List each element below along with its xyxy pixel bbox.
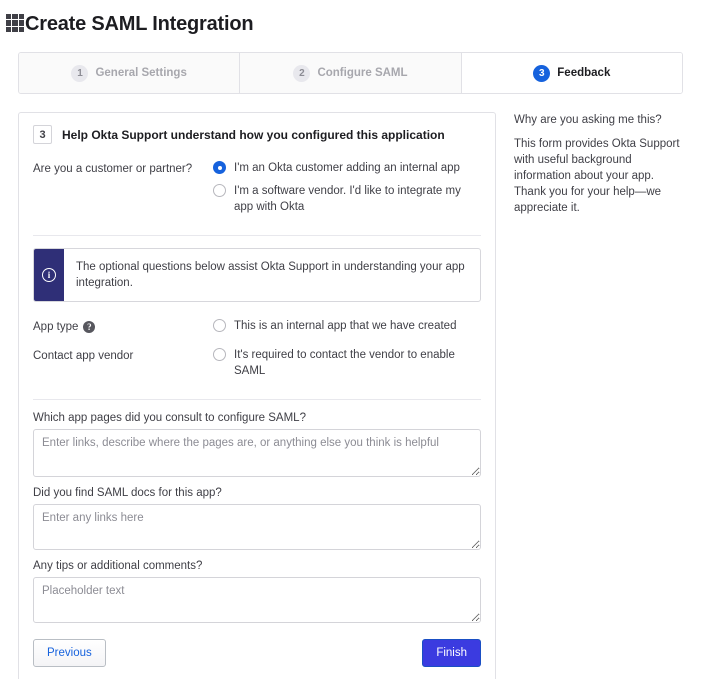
card-header-title: Help Okta Support understand how you configured this application <box>62 127 445 142</box>
additional-comments-block <box>19 560 495 623</box>
app-type-label <box>33 318 213 335</box>
radio-option-contact-vendor[interactable] <box>213 347 481 379</box>
divider-bottom <box>33 399 481 400</box>
radio-option-okta-customer[interactable] <box>213 160 481 176</box>
step-number: 2 <box>293 65 310 82</box>
customer-or-partner-row <box>33 154 481 221</box>
step-number: 1 <box>71 65 88 82</box>
radio-option-internal-app[interactable] <box>213 318 481 334</box>
saml-docs-label: Did you find SAML docs for this app? <box>33 487 222 499</box>
saml-docs-block <box>19 487 495 550</box>
customer-or-partner-label: Are you a customer or partner? <box>33 163 193 175</box>
info-icon: i <box>42 268 56 282</box>
step-feedback[interactable] <box>462 53 682 93</box>
card-step-number: 3 <box>33 125 52 144</box>
pages-consulted-input[interactable] <box>33 429 481 477</box>
page-header <box>0 0 701 40</box>
info-callout-text: The optional questions below assist Okta Support in understanding your app integration. <box>76 261 465 289</box>
radio-button-software-vendor[interactable] <box>213 184 226 197</box>
radio-button-okta-customer[interactable] <box>213 161 226 174</box>
finish-button[interactable]: Finish <box>422 639 481 667</box>
card-footer <box>19 623 495 667</box>
wizard-stepper <box>18 52 683 94</box>
content-area <box>18 112 683 679</box>
divider-top <box>33 235 481 236</box>
side-help-title: Why are you asking me this? <box>514 114 662 126</box>
contact-app-vendor-options <box>213 347 481 379</box>
pages-consulted-block <box>19 412 495 477</box>
additional-comments-label: Any tips or additional comments? <box>33 560 203 572</box>
step-configure-saml[interactable] <box>240 53 461 93</box>
card-header <box>19 113 495 154</box>
feedback-form-card <box>18 112 496 679</box>
radio-option-software-vendor[interactable] <box>213 183 481 215</box>
app-type-label-text: App type <box>33 321 79 333</box>
info-callout-icon-bar <box>34 249 64 301</box>
previous-button[interactable]: Previous <box>33 639 106 667</box>
optional-questions-section <box>19 312 495 385</box>
step-general-settings[interactable] <box>19 53 240 93</box>
pages-consulted-label: Which app pages did you consult to configure SAML? <box>33 412 306 424</box>
customer-or-partner-options <box>213 160 481 215</box>
step-label: General Settings <box>95 67 187 79</box>
info-callout <box>33 248 481 302</box>
step-label: Configure SAML <box>317 67 408 79</box>
page-title: Create SAML Integration <box>25 13 254 35</box>
app-type-options <box>213 318 481 334</box>
step-number: 3 <box>533 65 550 82</box>
step-label: Feedback <box>557 67 611 79</box>
radio-label-software-vendor: I'm a software vendor. I'd like to integrate my app with Okta <box>234 185 461 213</box>
customer-or-partner-section <box>19 154 495 221</box>
additional-comments-input[interactable] <box>33 577 481 623</box>
contact-app-vendor-label: Contact app vendor <box>33 350 134 362</box>
radio-label-contact-vendor: It's required to contact the vendor to enable SAML <box>234 349 455 377</box>
saml-docs-input[interactable] <box>33 504 481 550</box>
contact-app-vendor-row <box>33 341 481 385</box>
radio-button-internal-app[interactable] <box>213 319 226 332</box>
side-help-body: This form provides Okta Support with useful background information about your app. Thank you for your help—we appreciate it. <box>514 138 680 214</box>
help-icon[interactable]: ? <box>83 321 95 333</box>
side-help-panel <box>514 112 682 216</box>
app-type-row <box>33 312 481 341</box>
radio-button-contact-vendor[interactable] <box>213 348 226 361</box>
app-grid-icon <box>6 14 24 32</box>
radio-label-internal-app: This is an internal app that we have created <box>234 320 457 332</box>
radio-label-okta-customer: I'm an Okta customer adding an internal app <box>234 162 460 174</box>
